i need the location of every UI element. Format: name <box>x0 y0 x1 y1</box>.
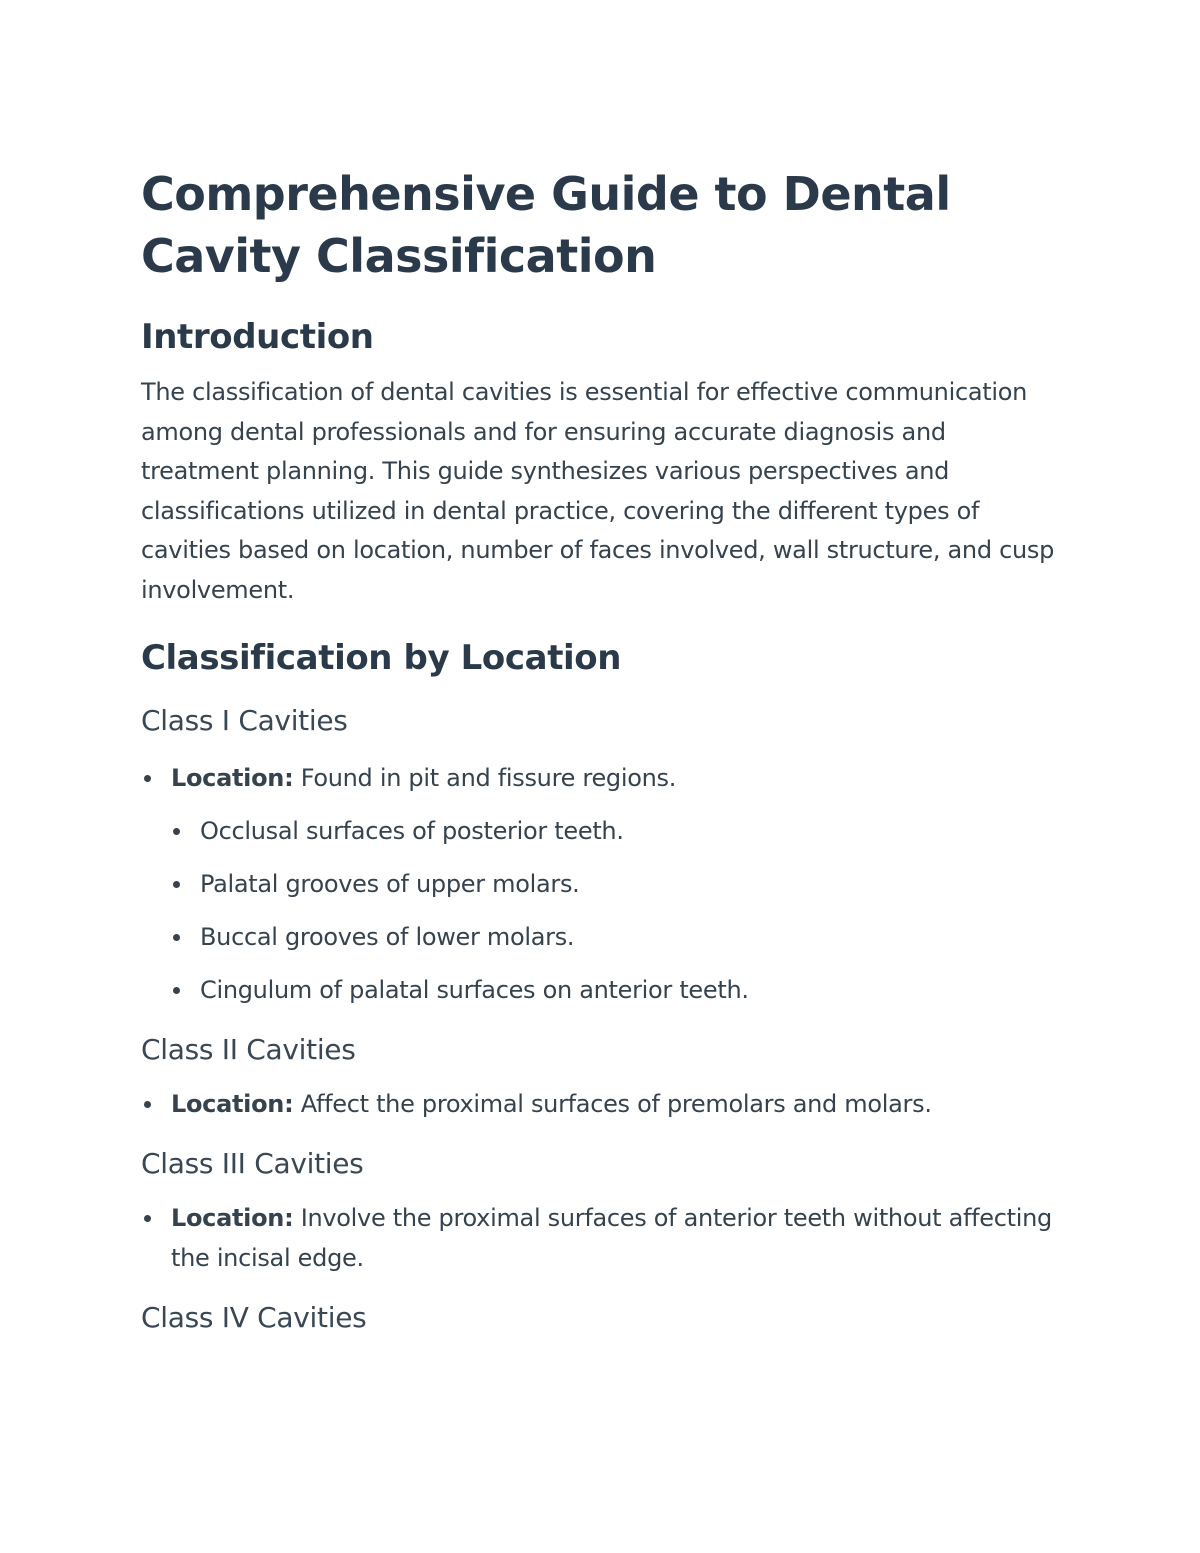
bullet-icon <box>173 881 180 888</box>
class-i-heading: Class I Cavities <box>141 703 348 737</box>
bullet-icon <box>144 1215 151 1222</box>
document-page <box>141 163 1061 1338</box>
location-section-heading: Classification by Location <box>141 637 622 678</box>
class-iv-heading: Class IV Cavities <box>141 1300 367 1334</box>
class-ii-list <box>141 1084 1061 1124</box>
bullet-icon <box>173 828 180 835</box>
bullet-icon <box>173 934 180 941</box>
class-iii-heading: Class III Cavities <box>141 1146 364 1180</box>
document-title: Comprehensive Guide to Dental Cavity Classification <box>141 167 951 283</box>
bullet-icon <box>173 987 180 994</box>
list-subitem <box>141 811 1061 851</box>
class-ii-heading: Class II Cavities <box>141 1032 356 1066</box>
bullet-icon <box>144 775 151 782</box>
list-item <box>141 1198 1061 1278</box>
bullet-icon <box>144 1101 151 1108</box>
item-text: Affect the proximal surfaces of premolars and molars. <box>293 1089 932 1118</box>
list-subitem <box>141 917 1061 957</box>
subitem-text: Occlusal surfaces of posterior teeth. <box>200 816 624 845</box>
list-item <box>141 758 1061 798</box>
introduction-paragraph: The classification of dental cavities is essential for effective communication among dental professionals and for ensuring accurate diagnosis and treatment planning. This guide synthesizes various perspectives and classifications utilized in dental practice, covering the different types of cavities based on location, number of faces involved, wall structure, and cusp involvement. <box>141 378 1055 604</box>
item-label: Location: <box>171 1203 294 1232</box>
subitem-text: Buccal grooves of lower molars. <box>200 922 575 951</box>
list-subitem <box>141 970 1061 1010</box>
list-subitem <box>141 864 1061 904</box>
item-text: Found in pit and fissure regions. <box>293 763 677 792</box>
item-text: Involve the proximal surfaces of anterior teeth without affecting the incisal edge. <box>171 1203 1052 1272</box>
subitem-text: Cingulum of palatal surfaces on anterior teeth. <box>200 975 749 1004</box>
item-label: Location: <box>171 763 294 792</box>
subitem-text: Palatal grooves of upper molars. <box>200 869 580 898</box>
class-i-list <box>141 758 1061 1010</box>
class-iii-list <box>141 1198 1061 1278</box>
introduction-heading: Introduction <box>141 317 374 357</box>
list-item <box>141 1084 1061 1124</box>
item-label: Location: <box>171 1089 294 1118</box>
